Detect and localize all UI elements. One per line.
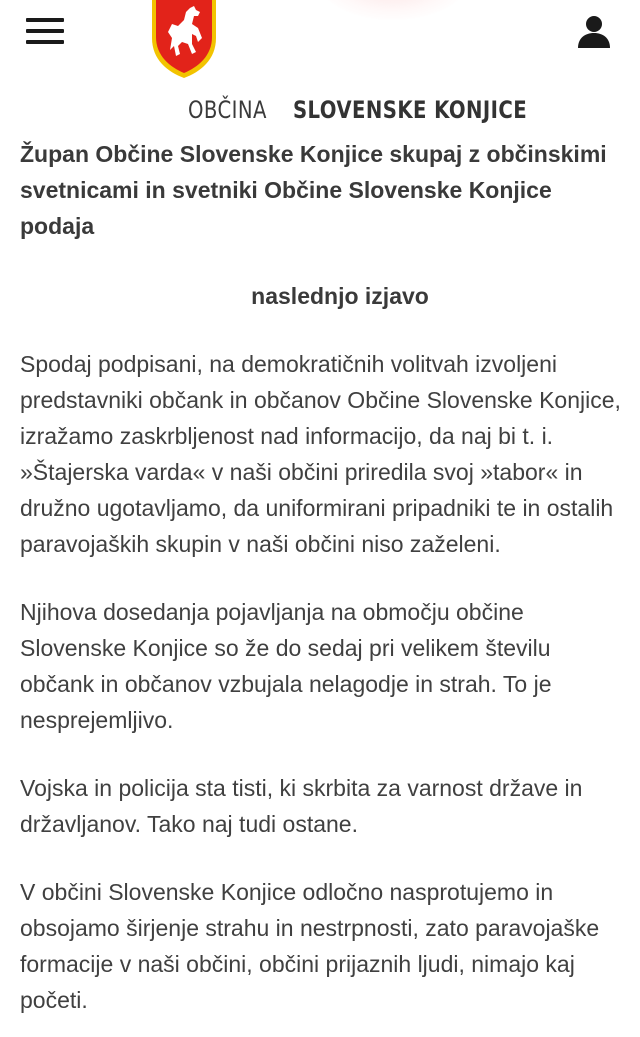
menu-bar xyxy=(26,40,64,44)
statement-paragraph: Vojska in policija sta tisti, ki skrbita za varnost države in državljanov. Tako naj tudi ostane. xyxy=(20,775,583,837)
statement-subtitle: naslednjo izjavo xyxy=(251,283,429,309)
statement-paragraph: Njihova dosedanja pojavljanja na območju občine Slovenske Konjice so že do sedaj pri velikem številu občank in občanov vzbujala nelagodje in strah. To je nesprejemljivo. xyxy=(20,599,552,733)
coat-of-arms-icon[interactable] xyxy=(150,0,218,78)
municipality-name: SLOVENSKE KONJICE xyxy=(292,96,528,124)
site-header xyxy=(0,0,640,90)
hamburger-menu-icon[interactable] xyxy=(26,18,66,46)
menu-bar xyxy=(26,29,64,33)
statement-intro: Župan Občine Slovenske Konjice skupaj z občinskimi svetnicami in svetniki Občine Slovenske Konjice podaja xyxy=(20,141,607,239)
user-account-icon[interactable] xyxy=(576,14,612,50)
header-decorative-glow xyxy=(318,0,468,20)
statement-paragraph: V občini Slovenske Konjice odločno nasprotujemo in obsojamo širjenje strahu in nestrpnosti, zato paravojaške formacije v naši občini, občini prijaznih ljudi, nimajo kaj početi. xyxy=(20,879,600,1013)
menu-bar xyxy=(26,18,64,22)
statement-paragraph: Spodaj podpisani, na demokratičnih volitvah izvoljeni predstavniki občank in občanov Občine Slovenske Konjice, izražamo zaskrbljenost nad informacijo, da naj bi t. i. »Štajerska varda« v naši občini priredila svoj »tabor« in družno ugotavljamo, da uniformirani pripadniki te in ostalih paravojaških skupin v naši občini niso zaželeni. xyxy=(20,351,621,557)
municipality-prefix: OBČINA xyxy=(188,96,267,124)
statement-content xyxy=(20,136,624,1018)
